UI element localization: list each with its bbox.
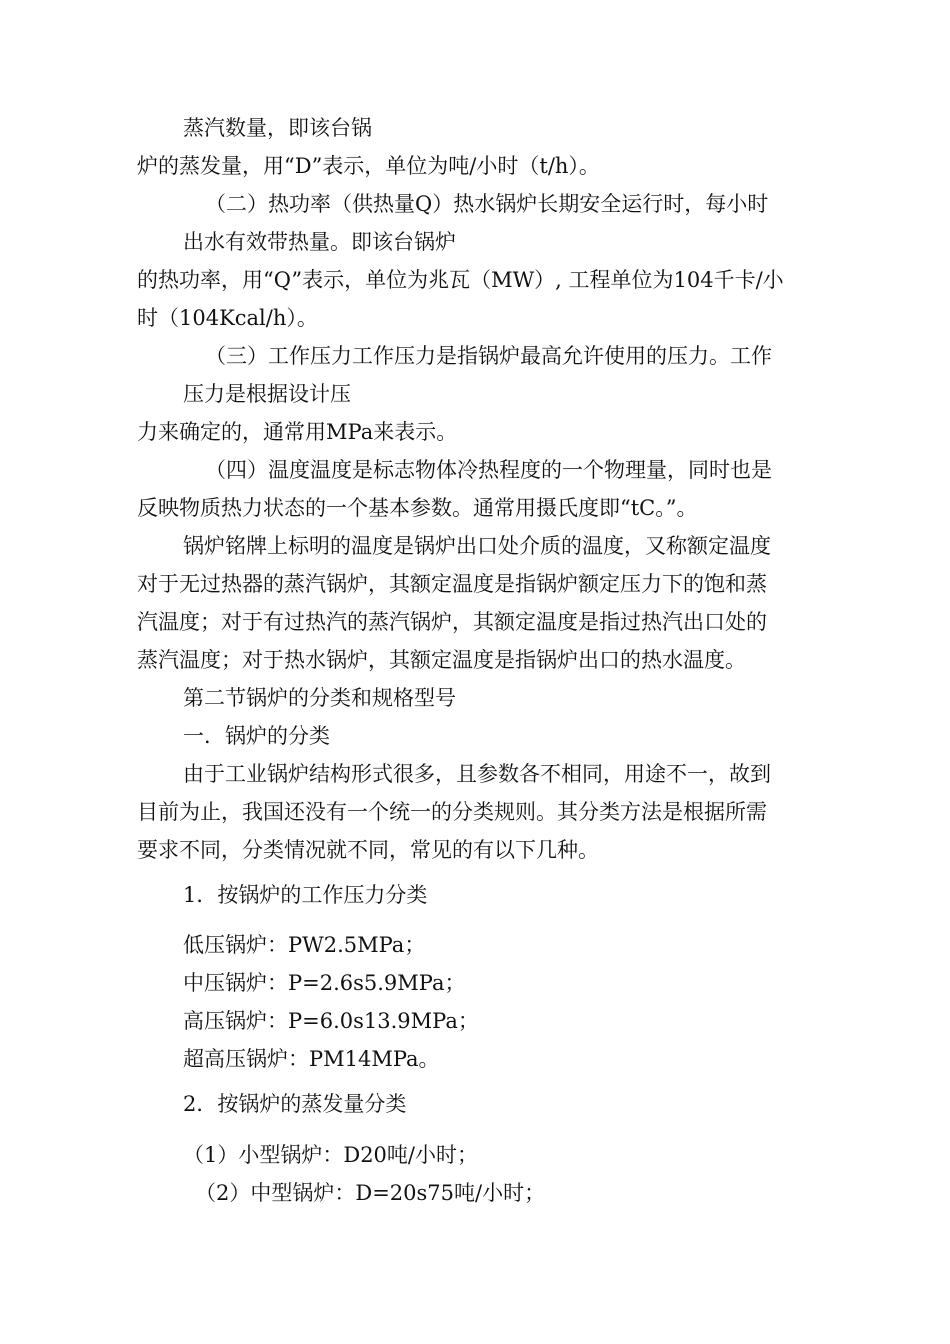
text-line: 汽温度；对于有过热汽的蒸汽锅炉，其额定温度是指过热汽出口处的 (137, 610, 767, 634)
list-item: 高压锅炉：P=6.0s13.9MPa； (183, 1009, 479, 1033)
text-line: （四）温度温度是标志物体冷热程度的一个物理量，同时也是 (205, 458, 772, 482)
text-line: 由于工业锅炉结构形式很多，且参数各不相同，用途不一，故到 (183, 762, 771, 786)
text-line: 蒸汽数量，即该台锅 (183, 116, 372, 140)
text-line: 炉的蒸发量，用“D”表示，单位为吨/小时（t/h）。 (137, 154, 600, 178)
text-line: （二）热功率（供热量Q）热水锅炉长期安全运行时，每小时 (205, 192, 769, 216)
text-line: 时（104Kcal/h）。 (137, 306, 318, 330)
text-line: （三）工作压力工作压力是指锅炉最高允许使用的压力。工作 (205, 344, 772, 368)
list-item: 低压锅炉：PW2.5MPa； (183, 933, 426, 957)
section-heading: 第二节锅炉的分类和规格型号 (183, 686, 456, 710)
list-heading: 2．按锅炉的蒸发量分类 (183, 1092, 407, 1116)
text-line: 压力是根据设计压 (183, 382, 351, 406)
text-line: 锅炉铭牌上标明的温度是锅炉出口处介质的温度，又称额定温度 (183, 534, 771, 558)
subsection-heading: 一．锅炉的分类 (183, 724, 330, 748)
text-line: 的热功率，用“Q”表示，单位为兆瓦（MW）, 工程单位为104千卡/小 (137, 268, 784, 292)
text-line: 反映物质热力状态的一个基本参数。通常用摄氏度即“tC。”。 (137, 496, 698, 520)
list-item: 中压锅炉：P=2.6s5.9MPa； (183, 971, 466, 995)
text-line: 力来确定的，通常用MPa来表示。 (137, 420, 458, 444)
text-line: 目前为止，我国还没有一个统一的分类规则。其分类方法是根据所需 (137, 800, 767, 824)
list-item: （2）中型锅炉：D=20s75吨/小时； (195, 1181, 546, 1205)
text-line: 出水有效带热量。即该台锅炉 (183, 230, 456, 254)
list-item: （1）小型锅炉：D20吨/小时； (183, 1143, 478, 1167)
list-heading: 1．按锅炉的工作压力分类 (183, 883, 428, 907)
text-line: 对于无过热器的蒸汽锅炉，其额定温度是指锅炉额定压力下的饱和蒸 (137, 572, 767, 596)
list-item: 超高压锅炉：PM14MPa。 (183, 1047, 440, 1071)
text-line: 蒸汽温度；对于热水锅炉，其额定温度是指锅炉出口的热水温度。 (137, 648, 746, 672)
text-line: 要求不同，分类情况就不同，常见的有以下几种。 (137, 838, 599, 862)
